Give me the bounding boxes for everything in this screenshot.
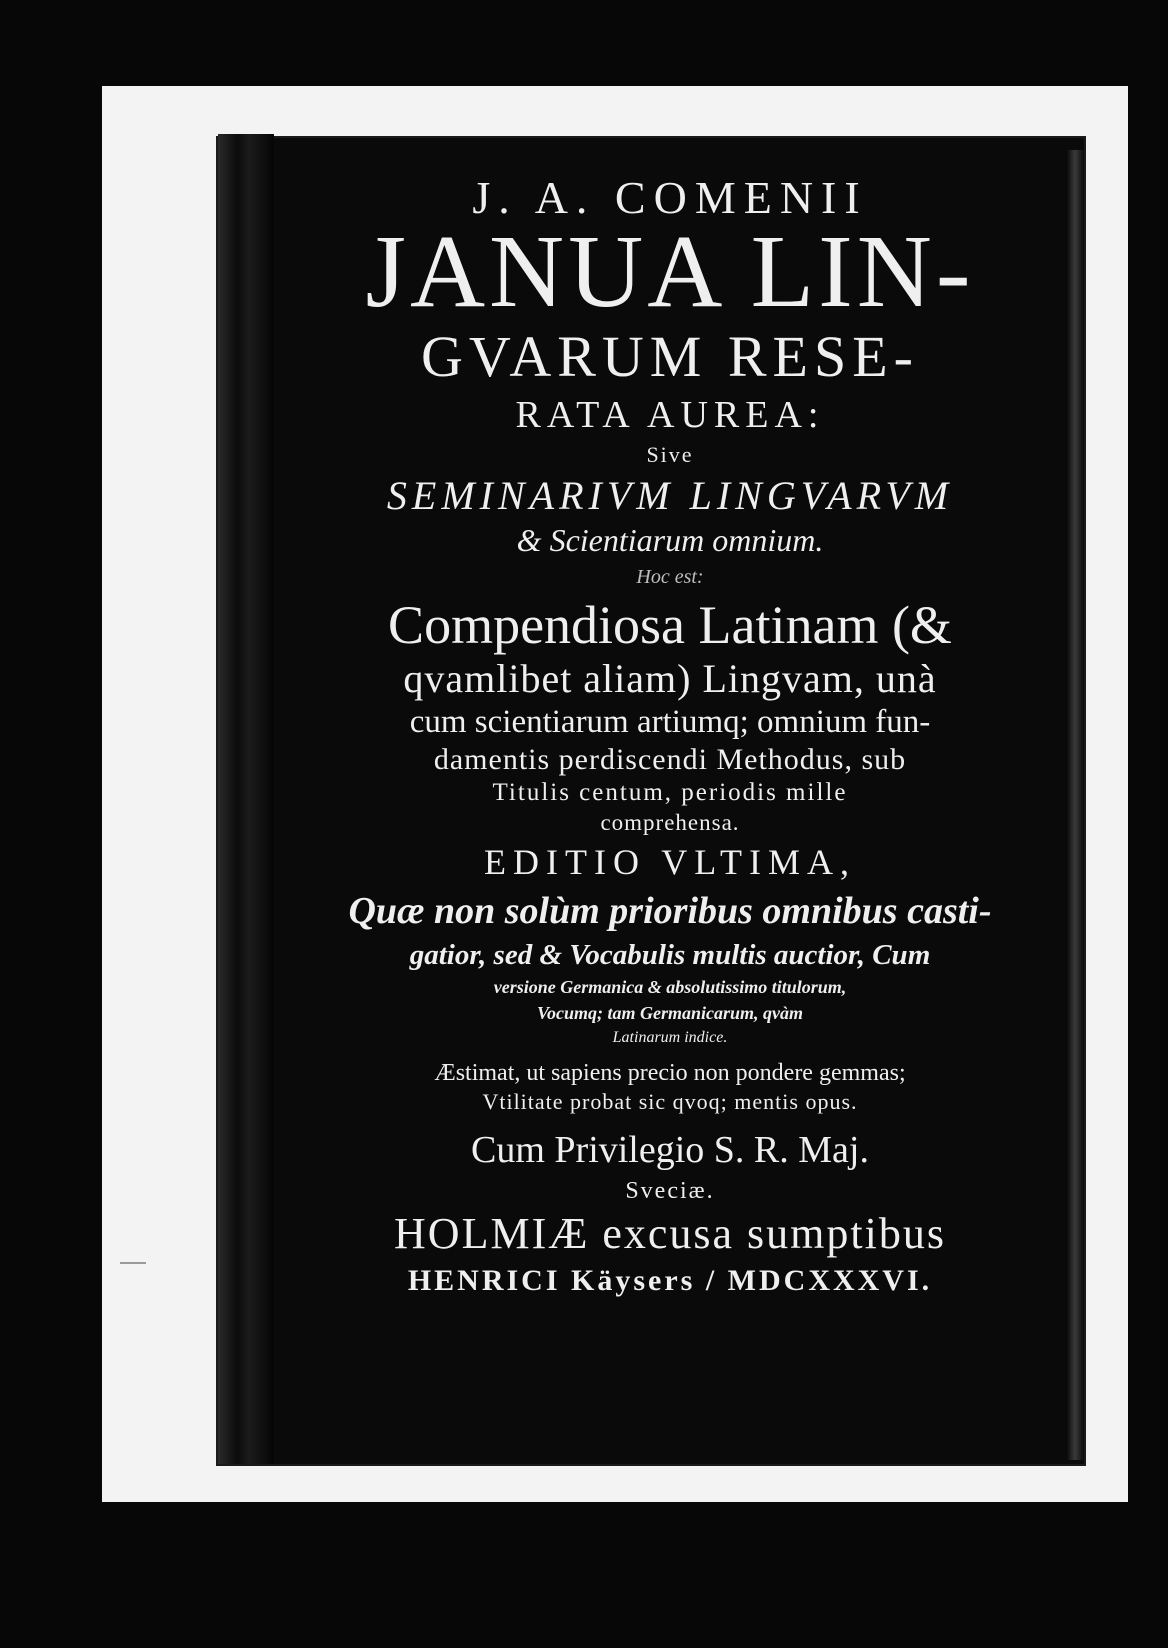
- motto-line-1: Æstimat, ut sapiens precio non pondere gemmas;: [434, 1060, 906, 1086]
- book-spine: [218, 134, 274, 1464]
- seminarium-line: SEMINARIVM LINGVARVM: [386, 473, 954, 518]
- description-line-6: comprehensa.: [600, 810, 740, 835]
- description-line-4: damentis perdiscendi Methodus, sub: [433, 743, 907, 776]
- sveciae-line: Sveciæ.: [625, 1178, 715, 1204]
- description-line-5: Titulis centum, periodis mille: [492, 779, 848, 806]
- description-line-2: qvamlibet aliam) Lingvam, unà: [403, 656, 937, 701]
- sive-line: Sive: [646, 442, 694, 467]
- imprint-line-1: HOLMIÆ excusa sumptibus: [394, 1209, 946, 1258]
- edition-line: EDITIO VLTIMA,: [484, 842, 856, 882]
- author-line: J. A. COMENII: [472, 172, 868, 223]
- description-line-1: Compendiosa Latinam (&: [388, 595, 952, 655]
- description-line-3: cum scientiarum artiumq; omnium fun-: [409, 704, 931, 740]
- hoc-est-line: Hoc est:: [636, 566, 704, 588]
- quae-line-4: Vocumq; tam Germanicarum, qvàm: [536, 1003, 803, 1023]
- quae-line-5: Latinarum indice.: [612, 1029, 728, 1046]
- title-page-text: [280, 170, 1060, 1302]
- title-line-3: RATA AUREA:: [515, 394, 825, 436]
- motto-line-2: Vtilitate probat sic qvoq; mentis opus.: [482, 1089, 858, 1114]
- stray-mark: [120, 1262, 146, 1264]
- imprint-line-2: HENRICI Käysers / MDCXXXVI.: [407, 1264, 933, 1297]
- quae-line-1: Quæ non solùm prioribus omnibus casti-: [348, 890, 992, 932]
- title-line-2: GVARUM RESE-: [421, 324, 919, 389]
- quae-line-2: gatior, sed & Vocabulis multis auctior, Cum: [409, 939, 931, 971]
- title-line-1: JANUA LIN-: [365, 214, 975, 329]
- privilege-line: Cum Privilegio S. R. Maj.: [471, 1129, 869, 1171]
- page-edge: [1066, 150, 1084, 1460]
- scientiarum-line: & Scientiarum omnium.: [516, 522, 824, 558]
- quae-line-3: versione Germanica & absolutissimo titulorum,: [493, 977, 847, 997]
